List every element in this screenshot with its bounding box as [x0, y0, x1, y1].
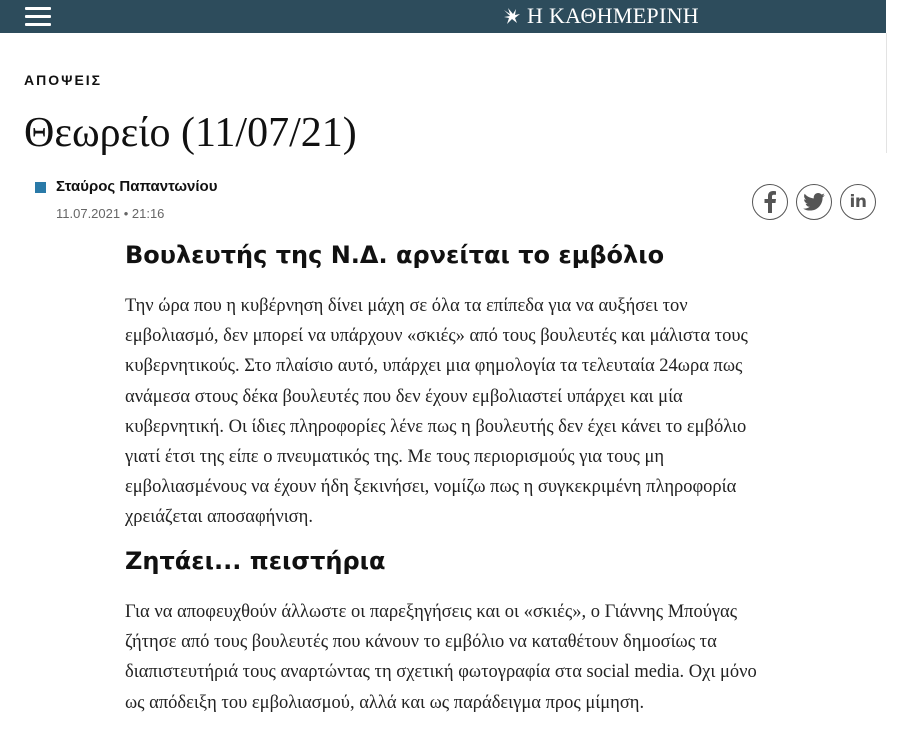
publish-date: 11.07.2021 • 21:16 — [56, 206, 165, 221]
paragraph-line: Την ώρα που η κυβέρνηση δίνει μάχη σε όλα τα επίπεδα για να αυξήσει τον — [125, 296, 688, 316]
twitter-icon — [803, 193, 825, 211]
share-linkedin-button[interactable] — [840, 184, 876, 220]
paragraph-line: κυβερνητικούς. Στο πλαίσιο αυτό, υπάρχει μια φημολογία τα τελευταία 24ωρα πως — [125, 356, 743, 377]
paragraph-line: ως απόδειξη του εμβολιασμού, αλλά και ως παράδειγμα προς μίμηση. — [125, 692, 645, 713]
paragraph-1 — [125, 291, 865, 533]
top-navigation-bar — [0, 0, 886, 33]
paragraph-line: κυβερνητική. Οι ίδιες πληροφορίες λένε πως η βουλευτής δεν έχει κάνει το εμβόλιο — [125, 416, 747, 437]
site-logo[interactable] — [502, 2, 699, 30]
paragraph-line: Για να αποφευχθούν άλλωστε οι παρεξηγήσεις και οι «σκιές», ο Γιάννης Μπούγας — [125, 602, 738, 622]
facebook-icon — [763, 191, 777, 213]
linkedin-icon: in — [849, 191, 867, 212]
paragraph-line: εμβολιασμένους να έχουν ήδη ξεκινήσει, νομίζω πως η συγκεκριμένη πληροφορία — [125, 477, 737, 498]
subheading-1: Βουλευτής της Ν.Δ. αρνείται το εμβόλιο — [125, 241, 665, 269]
author-name[interactable]: Σταύρος Παπαντωνίου — [56, 178, 218, 195]
author-marker — [35, 182, 46, 193]
paragraph-line: ανάμεσα στους δέκα βουλευτές που δεν έχουν εμβολιαστεί υπάρχει και μία — [125, 386, 683, 407]
paragraph-line: ζήτησε από τους βουλευτές που κάνουν το εμβόλιο να καταθέτουν δημοσίως τα — [125, 632, 717, 653]
share-facebook-button[interactable] — [752, 184, 788, 220]
subheading-2: Ζητάει... πειστήρια — [125, 547, 386, 575]
site-logo-text: Η ΚΑΘΗΜΕΡΙΝΗ — [527, 3, 699, 28]
paragraph-line: διαπιστευτήριά τους αναρτώντας τη σχετική φωτογραφία στα social media. Οχι μόνο — [125, 662, 757, 683]
paragraph-line: εμβολιασμό, δεν μπορεί να υπάρχουν «σκιές» από τους βουλευτές και μάλιστα τους — [125, 326, 748, 347]
paragraph-2 — [125, 597, 865, 718]
kathimerini-bird-logo-icon — [502, 6, 522, 26]
hamburger-menu-icon[interactable] — [25, 7, 51, 27]
section-label[interactable]: ΑΠΟΨΕΙΣ — [24, 72, 103, 88]
share-twitter-button[interactable] — [796, 184, 832, 220]
page-edge-divider — [886, 33, 887, 153]
paragraph-line: γιατί έτσι της είπε ο πνευματικός της. Με τους περιορισμούς για τους μη — [125, 447, 665, 468]
article-title: Θεωρείο (11/07/21) — [24, 110, 357, 156]
paragraph-line: χρειάζεται αποσαφήνιση. — [125, 507, 313, 528]
